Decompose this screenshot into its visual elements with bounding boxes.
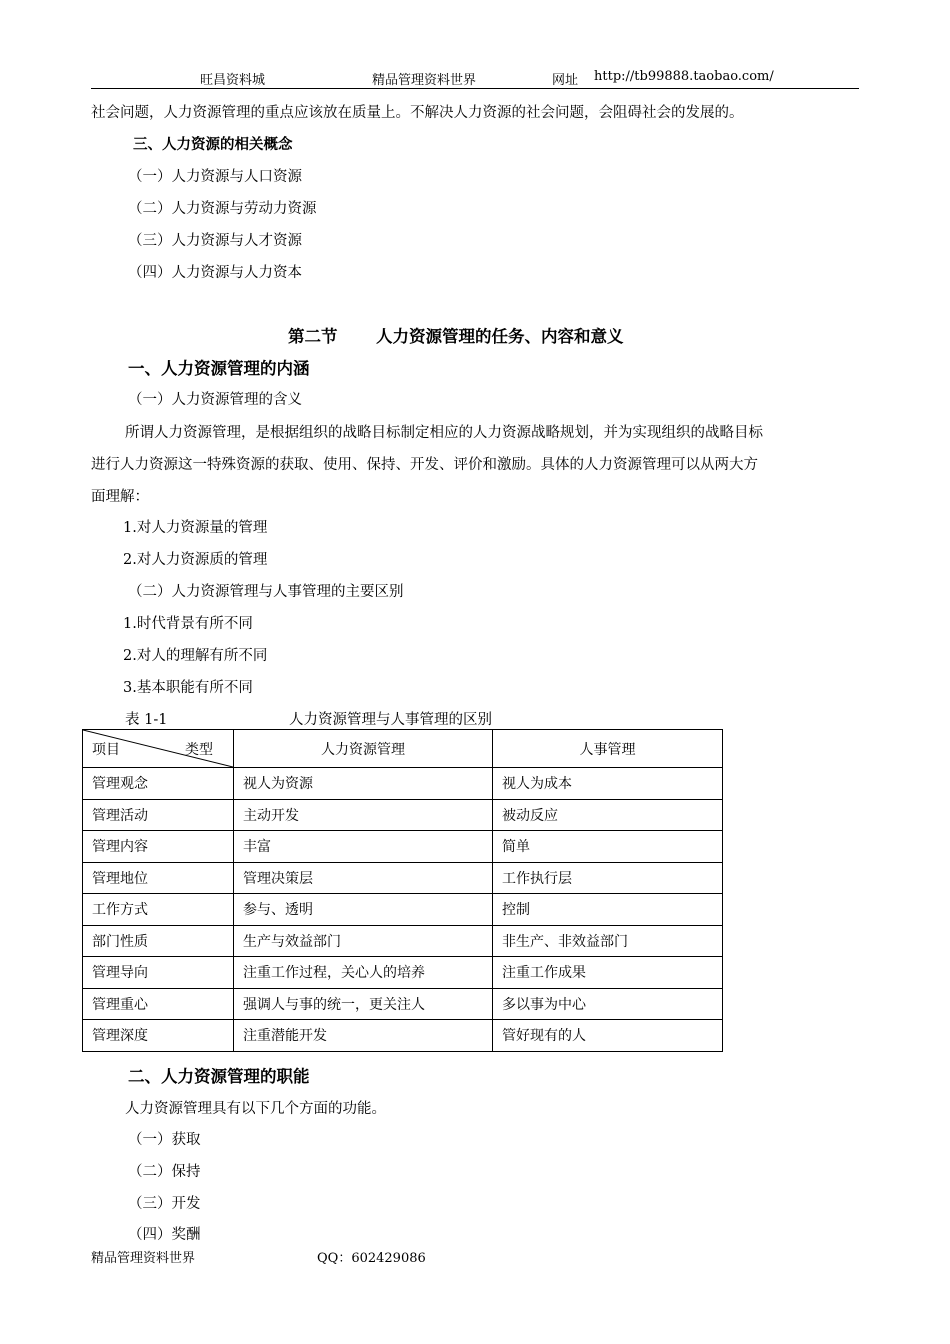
header-url-link[interactable]: http://tb99888.taobao.com/ — [594, 69, 774, 84]
table-row — [83, 957, 723, 989]
list-item: 3.基本职能有所不同 — [123, 680, 253, 696]
table-cell: 丰富 — [234, 831, 493, 863]
table-row — [83, 925, 723, 957]
table-row — [83, 1020, 723, 1052]
table-cell: 管好现有的人 — [493, 1020, 723, 1052]
list-item: 2.对人的理解有所不同 — [123, 648, 268, 664]
footer-site-name: 精品管理资料世界 — [91, 1251, 196, 1266]
table-caption-title: 人力资源管理与人事管理的区别 — [289, 712, 492, 728]
header-tagline: 精品管理资料世界 — [372, 73, 477, 88]
list-item: （四）奖酬 — [128, 1227, 201, 1243]
paragraph-line: 人力资源管理具有以下几个方面的功能。 — [125, 1101, 386, 1117]
table-cell: 管理导向 — [83, 957, 234, 989]
table-row — [83, 768, 723, 800]
table-row — [83, 862, 723, 894]
table-cell: 视人为成本 — [493, 768, 723, 800]
table-cell: 被动反应 — [493, 799, 723, 831]
table-cell: 视人为资源 — [234, 768, 493, 800]
table-cell: 非生产、非效益部门 — [493, 925, 723, 957]
table-cell: 生产与效益部门 — [234, 925, 493, 957]
list-item: 2.对人力资源质的管理 — [123, 552, 268, 568]
table-cell: 简单 — [493, 831, 723, 863]
table-cell: 工作方式 — [83, 894, 234, 926]
chapter-title: 人力资源管理的任务、内容和意义 — [376, 327, 624, 346]
table-cell: 管理决策层 — [234, 862, 493, 894]
table-cell: 管理活动 — [83, 799, 234, 831]
corner-label-item: 项目 — [92, 742, 120, 758]
table-cell: 管理内容 — [83, 831, 234, 863]
table-row — [83, 988, 723, 1020]
table-cell: 注重工作成果 — [493, 957, 723, 989]
table-cell: 部门性质 — [83, 925, 234, 957]
header-divider — [91, 88, 859, 89]
comparison-table — [82, 729, 723, 1052]
table-corner-cell — [83, 730, 234, 768]
table-cell: 管理深度 — [83, 1020, 234, 1052]
paragraph-line: 面理解： — [91, 489, 149, 505]
section-heading: 二、人力资源管理的职能 — [128, 1067, 310, 1086]
table-row — [83, 894, 723, 926]
table-cell: 管理重心 — [83, 988, 234, 1020]
list-item: （二）保持 — [128, 1164, 201, 1180]
list-item: （四）人力资源与人力资本 — [128, 265, 302, 281]
table-cell: 工作执行层 — [493, 862, 723, 894]
table-cell: 参与、透明 — [234, 894, 493, 926]
list-item: 1.对人力资源量的管理 — [123, 520, 268, 536]
text-line: 社会问题，人力资源管理的重点应该放在质量上。不解决人力资源的社会问题，会阻碍社会的发展的。 — [91, 105, 744, 121]
chapter-number: 第二节 — [288, 327, 338, 346]
paragraph-line: 所谓人力资源管理，是根据组织的战略目标制定相应的人力资源战略规划，并为实现组织的战略目标 — [125, 425, 763, 441]
section-heading: 一、人力资源管理的内涵 — [128, 359, 310, 378]
table-row — [83, 831, 723, 863]
table-cell: 主动开发 — [234, 799, 493, 831]
subsection-heading: （二）人力资源管理与人事管理的主要区别 — [128, 584, 404, 600]
list-item: （一）人力资源与人口资源 — [128, 169, 302, 185]
table-cell: 管理观念 — [83, 768, 234, 800]
table-header-row — [83, 730, 723, 768]
column-header-hrm: 人力资源管理 — [234, 730, 493, 768]
table-cell: 管理地位 — [83, 862, 234, 894]
table-cell: 注重潜能开发 — [234, 1020, 493, 1052]
subsection-heading: （一）人力资源管理的含义 — [128, 392, 302, 408]
list-item: （三）人力资源与人才资源 — [128, 233, 302, 249]
table-cell: 注重工作过程，关心人的培养 — [234, 957, 493, 989]
table-caption-number: 表 1-1 — [125, 712, 168, 728]
column-header-pm: 人事管理 — [493, 730, 723, 768]
table-cell: 多以事为中心 — [493, 988, 723, 1020]
header-url-label: 网址 — [552, 73, 579, 88]
table-row — [83, 799, 723, 831]
corner-label-type: 类型 — [185, 742, 213, 758]
table-cell: 强调人与事的统一，更关注人 — [234, 988, 493, 1020]
list-item: （二）人力资源与劳动力资源 — [128, 201, 317, 217]
list-item: 1.时代背景有所不同 — [123, 616, 253, 632]
footer-qq: QQ：602429086 — [317, 1251, 426, 1266]
table-cell: 控制 — [493, 894, 723, 926]
list-item: （三）开发 — [128, 1196, 201, 1212]
paragraph-line: 进行人力资源这一特殊资源的获取、使用、保持、开发、评价和激励。具体的人力资源管理可以从两大方 — [91, 457, 758, 473]
header-site-name: 旺昌资料城 — [200, 73, 266, 88]
list-item: （一）获取 — [128, 1132, 201, 1148]
section-heading: 三、人力资源的相关概念 — [133, 136, 293, 153]
